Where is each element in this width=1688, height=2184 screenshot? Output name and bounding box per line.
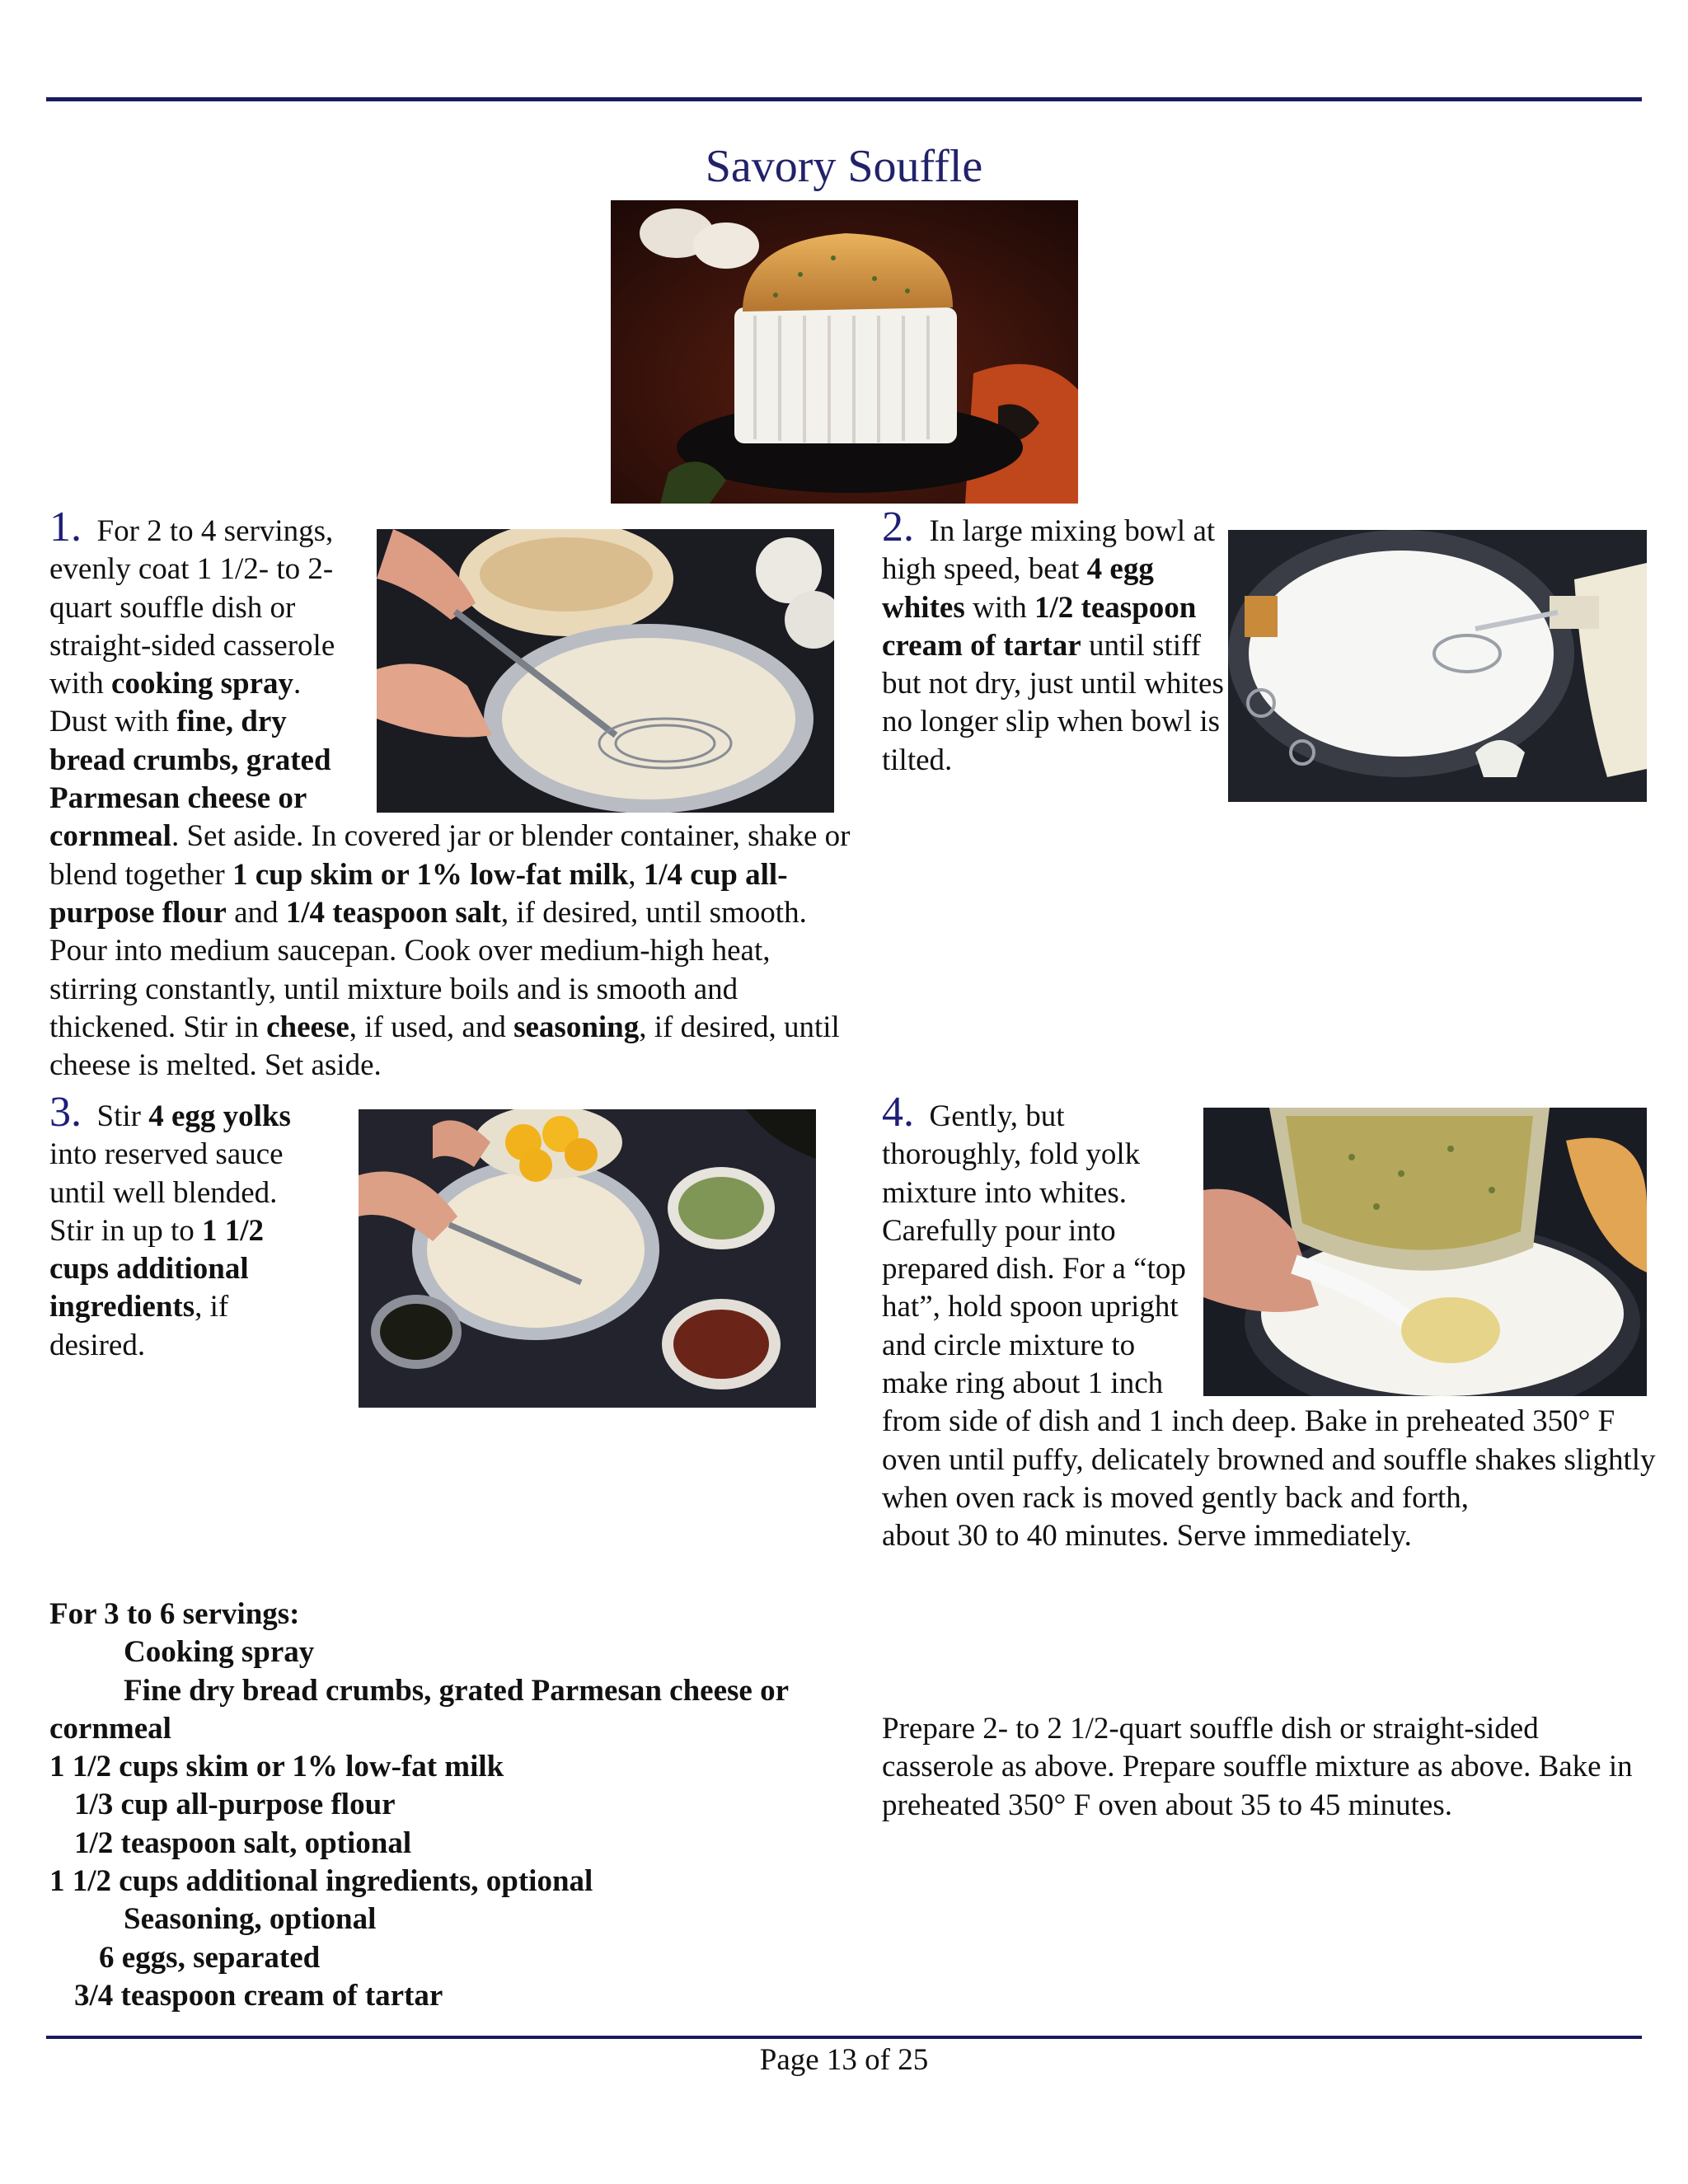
step-1-number: 1. xyxy=(49,504,82,551)
step-3-text: 3. Stir 4 egg yolks into reserved sauce until well blended. Stir in up to 1 1/2 cups additional ingredients, if desired. xyxy=(49,1089,291,1362)
top-rule xyxy=(46,97,1642,101)
step-2-number: 2. xyxy=(882,504,914,551)
ingredient-line: Fine dry bread crumbs, grated Parmesan cheese or xyxy=(124,1673,790,1708)
ingredient-line: Cooking spray xyxy=(124,1635,315,1670)
step-4-text: 4. Gently, but thoroughly, fold yolk mixture into whites. Carefully pour into prepared dish. For a “top hat”, hold spoon upright and circle mixture to make ring about 1 inch from side of dish and 1 inch deep. Bake in preheated 350° F oven until puffy, delicately browned and souffle shakes slightly when oven rack is moved gently back and forth, about 30 to 40 minutes. Serve immediately. xyxy=(882,1089,1656,1554)
ingredient-line: 3/4 teaspoon cream of tartar xyxy=(74,1978,443,2013)
ingredient-line: 6 eggs, separated xyxy=(99,1940,321,1975)
egg-whites-mixer-photo xyxy=(1228,530,1647,802)
egg-yolks-ingredients-photo xyxy=(359,1109,816,1408)
ingredient-line: 1 1/2 cups additional ingredients, optional xyxy=(49,1864,593,1899)
step-1-text: 1. For 2 to 4 servings, evenly coat 1 1/2- to 2-quart souffle dish or straight-sided casserole with cooking spray. Dust with fine, dry bread crumbs, grated Parmesan cheese or cornmeal. Set aside. In covered jar or blender container, shake or blend together 1 cup skim or 1% low-fat milk, 1/4 cup all-purpose flour and 1/4 teaspoon salt, if desired, until smooth. Pour into medium saucepan. Cook over medium-high heat, stirring constantly, until mixture boils and is smooth and thickened. Stir in cheese, if used, and seasoning, if desired, until cheese is melted. Set aside. xyxy=(49,504,851,1083)
ingredient-line: 1/2 teaspoon salt, optional xyxy=(74,1825,412,1860)
page-title: Savory Souffle xyxy=(705,141,983,192)
folding-mixture-photo xyxy=(1203,1108,1647,1396)
bottom-rule xyxy=(46,2036,1642,2039)
large-batch-note: Prepare 2- to 2 1/2-quart souffle dish or straight-sided casserole as above. Prepare souffle mixture as above. Bake in preheated 350° F oven about 35 to 45 minutes. xyxy=(882,1712,1633,1822)
ingredients-heading: For 3 to 6 servings: xyxy=(49,1597,300,1631)
step-4-number: 4. xyxy=(882,1089,914,1136)
page-number: Page 13 of 25 xyxy=(759,2043,929,2077)
ingredients-list xyxy=(49,1596,874,2015)
ingredient-line: 1 1/2 cups skim or 1% low-fat milk xyxy=(49,1750,504,1784)
step-3-number: 3. xyxy=(49,1089,82,1136)
ingredient-line: 1/3 cup all-purpose flour xyxy=(74,1788,396,1822)
souffle-photo xyxy=(611,200,1078,504)
step-2-text: 2. In large mixing bowl at high speed, beat 4 egg whites with 1/2 teaspoon cream of tartar until stiff but not dry, just until whites no longer slip when bowl is tilted. xyxy=(882,504,1224,777)
ingredient-line: cornmeal xyxy=(49,1711,171,1746)
ingredient-line: Seasoning, optional xyxy=(124,1902,377,1937)
whisk-saucepan-photo xyxy=(377,529,834,813)
